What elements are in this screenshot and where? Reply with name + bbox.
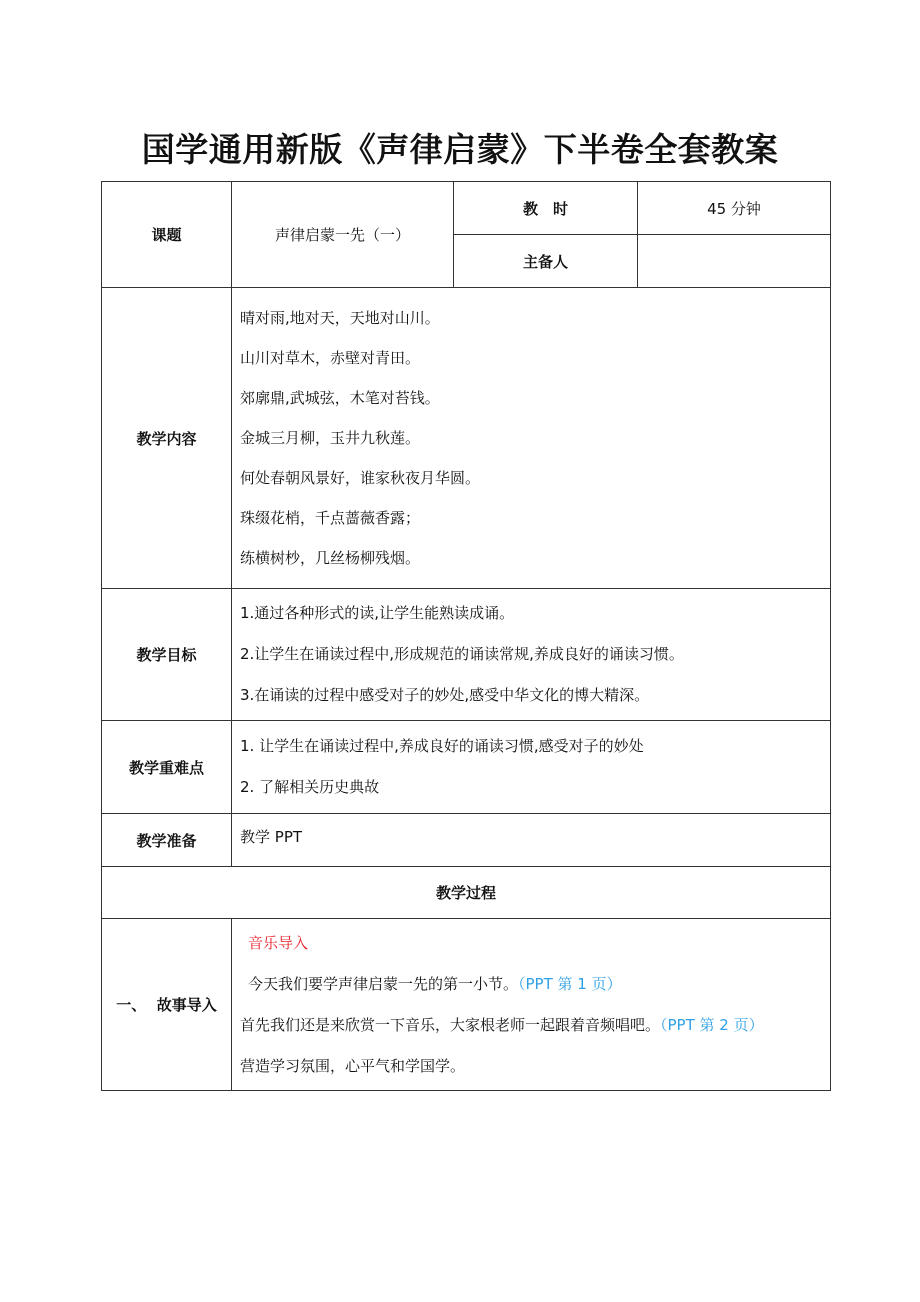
preparation-row	[102, 814, 831, 867]
header-row-1	[102, 182, 831, 235]
preparation-value: 教学 PPT	[240, 828, 303, 846]
content-row	[102, 288, 831, 589]
process-header-row	[102, 867, 831, 919]
preparation-label: 教学准备	[102, 814, 232, 867]
content-line: 晴对雨,地对天，天地对山川。	[240, 309, 440, 327]
topic-label: 课题	[102, 182, 232, 288]
content-line: 山川对草木，赤壁对青田。	[240, 349, 421, 367]
section1-line2-text: 首先我们还是来欣赏一下音乐，大家根老师一起跟着音频唱吧。	[240, 1015, 661, 1034]
goal-item: 1.通过各种形式的读,让学生能熟读成诵。	[240, 604, 515, 622]
goals-label: 教学目标	[102, 589, 232, 721]
preparer-label: 主备人	[454, 235, 638, 288]
key-point-item: 2. 了解相关历史典故	[240, 778, 380, 796]
key-points-label: 教学重难点	[102, 721, 232, 814]
content-cell	[232, 288, 831, 589]
section1-cell	[232, 919, 831, 1091]
ppt-page-reference: （PPT 第 1 页）	[518, 974, 622, 993]
content-line: 郊廓鼎,武城弦，木笔对苔钱。	[240, 389, 440, 407]
preparer-value	[638, 235, 831, 288]
goal-item: 3.在诵读的过程中感受对子的妙处,感受中华文化的博大精深。	[240, 686, 650, 704]
content-line: 珠缀花梢，千点蔷薇香露；	[240, 509, 421, 527]
section1-line: 营造学习氛围，心平气和学国学。	[240, 1056, 466, 1075]
ppt-page-reference: （PPT 第 2 页）	[660, 1015, 764, 1034]
key-point-item: 1. 让学生在诵读过程中,养成良好的诵读习惯,感受对子的妙处	[240, 737, 644, 755]
time-value: 45 分钟	[638, 182, 831, 235]
content-line: 金城三月柳，玉井九秋莲。	[240, 429, 421, 447]
key-points-row	[102, 721, 831, 814]
time-label: 教 时	[454, 182, 638, 235]
goals-cell	[232, 589, 831, 721]
topic-value: 声律启蒙一先（一）	[232, 182, 454, 288]
document-title: 国学通用新版《声律启蒙》下半卷全套教案	[141, 130, 779, 169]
process-header: 教学过程	[102, 867, 831, 919]
content-line: 练横树杪，几丝杨柳残烟。	[240, 549, 421, 567]
content-label: 教学内容	[102, 288, 232, 589]
section1-label: 一、 故事导入	[102, 919, 232, 1091]
section1-line	[240, 1005, 822, 1046]
goal-item: 2.让学生在诵读过程中,形成规范的诵读常规,养成良好的诵读习惯。	[240, 645, 684, 663]
section1-heading: 音乐导入	[248, 933, 309, 952]
section1-row	[102, 919, 831, 1091]
content-line: 何处春朝风景好，谁家秋夜月华圆。	[240, 469, 481, 487]
section1-line	[240, 964, 822, 1005]
goals-row	[102, 589, 831, 721]
lesson-plan-table	[101, 181, 831, 1091]
key-points-cell	[232, 721, 831, 814]
section1-line1-text: 今天我们要学声律启蒙一先的第一小节。	[248, 974, 519, 993]
preparation-cell	[232, 814, 831, 867]
